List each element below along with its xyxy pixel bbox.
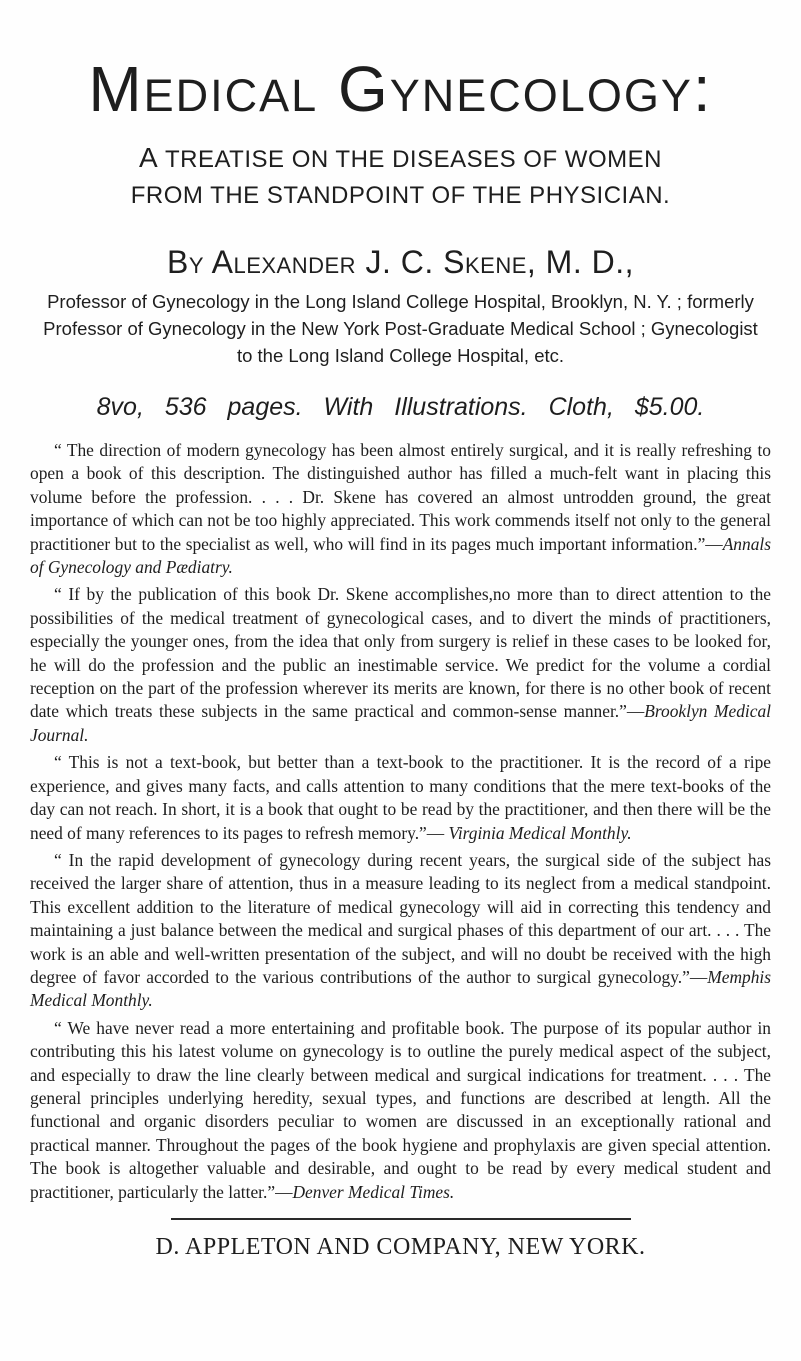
review-brooklyn	[30, 583, 771, 747]
subtitle-lead-letter: A	[139, 142, 159, 173]
review-text: “ This is not a text-book, but better than a text-book to the practitioner. It is the record of a ripe experience, and gives many facts, and calls attention to many conditions that the mere text-books of the day can not reach. In short, it is a book that ought to be read by the practitioner, and then there will be the need of many references to its pages to refresh memory.”—	[30, 752, 771, 843]
review-source: Virginia Medical Monthly.	[448, 822, 632, 843]
subtitle-line-1	[30, 140, 771, 178]
book-subtitle	[30, 140, 771, 214]
book-title: Medical Gynecology:	[88, 53, 713, 125]
review-text: “ We have never read a more entertaining and profitable book. The purpose of its popular author in contributing this his latest volume on gynecology is to outline the purely medical aspect of the subject, and especially to draw the line clearly between medical and surgical indications for treatment. . . . The general principles underlying heredity, sexual types, and functions are described at length. All the functional and organic disorders peculiar to women are discussed in an exceptionally rational and practical manner. Throughout the pages of the book hygiene and prophylaxis are given special attention. The book is altogether valuable and desirable, and ought to be read by every medical student and practitioner, particularly the latter.”—	[30, 1017, 771, 1202]
divider-rule	[171, 1218, 631, 1220]
review-source: Brooklyn Medical Journal.	[30, 701, 771, 745]
review-memphis	[30, 849, 771, 1013]
review-denver	[30, 1017, 771, 1204]
review-source: Memphis Medical Monthly.	[30, 966, 771, 1011]
review-text: “ The direction of modern gynecology has been almost entirely surgical, and it is really refreshing to open a book of this description. The distinguished author has filled a much-felt want in placing this volume before the profession. . . . Dr. Skene has covered an almost untrodden ground, the great importance of which can not be too highly appreciated. This work commends itself not only to the general practitioner but to the specialist as well, who will find in its pages much important information.”—	[30, 440, 771, 554]
subtitle-line-2: FROM THE STANDPOINT OF THE PHYSICIAN.	[130, 182, 671, 209]
review-text: “ In the rapid development of gynecology during recent years, the surgical side of the subject has received the larger share of attention, thus in a measure leading to its neglect from a medical standpoint. This excellent addition to the literature of medical gynecology will aid in correcting this tendency and maintaining a just balance between the medical and surgical phases of this department of our art. . . . The work is an able and well-written presentation of the subject, and will no doubt be received with the high degree of favor accorded to the various contributions of the author to surgical gynecology.”—	[30, 849, 771, 987]
review-text: “ If by the publication of this book Dr. Skene accomplishes,no more than to direct attention to the possibilities of the medical treatment of gynecological cases, and to divert the minds of practitioners, especially the younger ones, from the idea that only from surgery is relief in these cases to be looked for, he will do the profession and the public an inestimable service. We predict for the volume a cordial reception on the part of the profession wherever its merits are known, for there is no other book of recent date which treats these subjects in the same practical and common-sense manner.”—	[30, 584, 771, 722]
press-reviews	[30, 439, 771, 1204]
review-source: Denver Medical Times.	[292, 1181, 455, 1202]
author-name: By Alexander J. C. Skene, M. D.,	[166, 244, 634, 280]
subtitle-line-1-text: TREATISE ON THE DISEASES OF WOMEN	[158, 146, 662, 173]
publisher-imprint: D. APPLETON AND COMPANY, NEW YORK.	[155, 1234, 646, 1260]
review-virginia	[30, 751, 771, 845]
review-source: Annals of Gynecology and Pædiatry.	[30, 533, 771, 578]
author-credentials: Professor of Gynecology in the Long Island College Hospital, Brooklyn, N. Y. ; formerly Professor of Gynecology in the New York Post-Graduate Medical School ; Gynecologist to the Long Island College Hospital, etc.	[43, 291, 758, 366]
review-annals	[30, 439, 771, 579]
book-pricing: 8vo, 536 pages. With Illustrations. Cloth, $5.00.	[96, 393, 705, 421]
